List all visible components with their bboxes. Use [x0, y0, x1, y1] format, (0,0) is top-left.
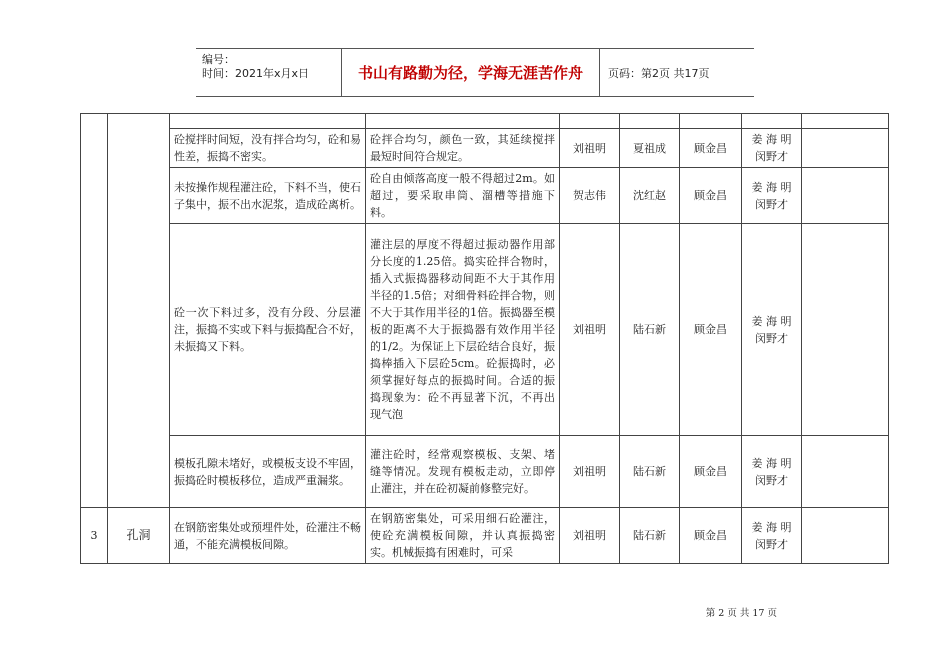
person2-cell: 陆石新 [620, 436, 680, 508]
header-motto: 书山有路勤为径，学海无涯苦作舟 [342, 49, 600, 96]
person3-cell: 顾金昌 [680, 508, 742, 564]
cause-cell: 未按操作规程灌注砼，下料不当，使石子集中，振不出水泥浆，造成砼离析。 [170, 168, 366, 224]
defect-cell-group [108, 114, 170, 508]
page-footer: 第 2 页 共 17 页 [705, 608, 777, 619]
inspectors-cell: 姜 海 明 闵野才 [742, 436, 802, 508]
person2-cell: 沈红赵 [620, 168, 680, 224]
inspectors-cell: 姜 海 明 闵野才 [742, 168, 802, 224]
person3-cell: 顾金昌 [680, 168, 742, 224]
person1-cell: 刘祖明 [560, 508, 620, 564]
cause-cell: 模板孔隙未堵好，或模板支设不牢固，振捣砼时模板移位，造成严重漏浆。 [170, 436, 366, 508]
table-row [81, 224, 889, 436]
index-cell: 3 [81, 508, 108, 564]
remarks-cell [802, 129, 889, 168]
person1-cell: 刘祖明 [560, 129, 620, 168]
inspectors-cell: 姜 海 明 闵野才 [742, 129, 802, 168]
person2-cell: 陆石新 [620, 224, 680, 436]
person3-cell: 顾金昌 [680, 224, 742, 436]
remarks-cell [802, 168, 889, 224]
person2-cell: 陆石新 [620, 508, 680, 564]
inspectors-cell: 姜 海 明 闵野才 [742, 224, 802, 436]
header-meta [196, 49, 342, 96]
cause-cell: 在钢筋密集处或预埋件处，砼灌注不畅通，不能充满模板间隙。 [170, 508, 366, 564]
person3-cell: 顾金昌 [680, 129, 742, 168]
remarks-cell [802, 508, 889, 564]
header-page [600, 49, 754, 96]
measure-cell: 砼拌合均匀，颜色一致，其延续搅拌最短时间符合规定。 [366, 129, 560, 168]
table-top-row [81, 114, 889, 129]
number-label: 编号： [202, 53, 235, 66]
table-row [81, 129, 889, 168]
measure-cell: 灌注砼时，经常观察模板、支架、堵缝等情况。发现有模板走动，立即停止灌注，并在砼初凝前修整完好。 [366, 436, 560, 508]
remarks-cell [802, 436, 889, 508]
table-row [81, 168, 889, 224]
person2-cell: 夏祖成 [620, 129, 680, 168]
cause-cell: 砼搅拌时间短，没有拌合均匀，砼和易性差，振捣不密实。 [170, 129, 366, 168]
defect-cell: 孔洞 [108, 508, 170, 564]
table-row [81, 508, 889, 564]
quality-measures-table [80, 113, 889, 564]
page-label: 页码：第2页 共17页 [608, 66, 710, 80]
measure-cell: 在钢筋密集处，可采用细石砼灌注，使砼充满模板间隙，并认真振捣密实。机械振捣有困难时，可采 [366, 508, 560, 564]
cause-cell: 砼一次下料过多，没有分段、分层灌注，振捣不实或下料与振捣配合不好，未振捣又下料。 [170, 224, 366, 436]
person1-cell: 刘祖明 [560, 224, 620, 436]
time-label: 时间：2021年x月x日 [202, 67, 310, 80]
measure-cell: 灌注层的厚度不得超过振动器作用部分长度的1.25倍。捣实砼拌合物时，插入式振捣器移动间距不大于其作用半径的1.5倍；对细骨料砼拌合物，则不大于其作用半径的1倍。振捣器至模板的距离不大于振捣器有效作用半径的1/2。为保证上下层砼结合良好，振捣棒插入下层砼5cm。砼振捣时，必须掌握好每点的振捣时间。合适的振捣现象为：砼不再显著下沉，不再出现气泡 [366, 224, 560, 436]
inspectors-cell: 姜 海 明 闵野才 [742, 508, 802, 564]
index-cell-group [81, 114, 108, 508]
person1-cell: 刘祖明 [560, 436, 620, 508]
table-row [81, 436, 889, 508]
person3-cell: 顾金昌 [680, 436, 742, 508]
remarks-cell [802, 224, 889, 436]
measure-cell: 砼自由倾落高度一般不得超过2m。如超过，要采取串筒、溜槽等措施下料。 [366, 168, 560, 224]
person1-cell: 贺志伟 [560, 168, 620, 224]
document-header [196, 48, 754, 97]
